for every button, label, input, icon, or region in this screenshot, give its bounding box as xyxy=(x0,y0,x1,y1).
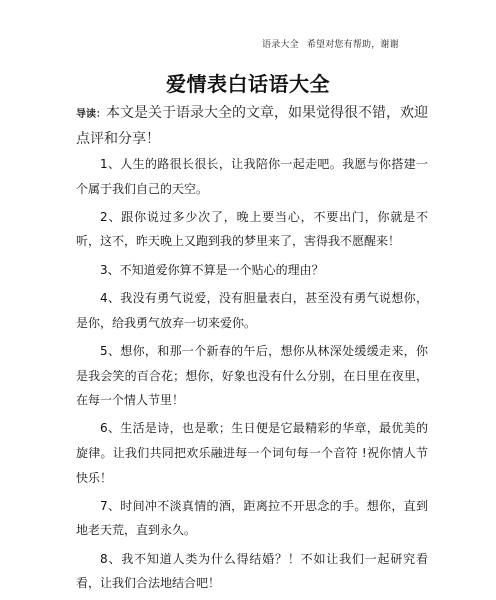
quote-paragraph-6: 6、生活是诗，也是歌；生日便是它最精彩的华章，最优美的旋律。让我们共同把欢乐融进每一个词句每一个音符 !祝你情人节快乐！ xyxy=(76,421,428,485)
quote-paragraph-2: 2、跟你说过多少次了，晚上要当心，不要出门，你就是不听，这不，昨天晚上又跑到我的梦里来了，害得我不愿醒来！ xyxy=(76,209,428,249)
header-right-text: 希望对您有帮助，谢谢 xyxy=(306,40,399,50)
quote-list xyxy=(76,152,428,600)
intro-label: 导读： xyxy=(76,109,106,120)
intro-paragraph xyxy=(76,101,428,152)
quote-paragraph-8: 8、我不知道人类为什么得结婚？！不如让我们一起研究看看，让我们合法地结合吧！ xyxy=(76,551,428,591)
quote-paragraph-4: 4、我没有勇气说爱，没有胆量表白，甚至没有勇气说想你，是你，给我勇气放弃一切来爱你。 xyxy=(76,291,428,330)
intro-text: 本文是关于语录大全的文章，如果觉得很不错，欢迎点评和分享！ xyxy=(76,105,428,147)
quote-paragraph-1: 1、人生的路很长很长，让我陪你一起走吧。我愿与你搭建一个属于我们自己的天空。 xyxy=(76,157,428,196)
header-left-text: 语录大全 xyxy=(262,40,299,50)
quote-paragraph-5: 5、想你，和那一个新春的午后，想你从林深处缓缓走来，你是我会笑的百合花；想你，好象也没有什么分别，在日里在夜里，在每一个情人节里！ xyxy=(76,343,428,408)
document-title: 爱情表白话语大全 xyxy=(166,72,330,96)
page-header-note xyxy=(262,37,399,50)
quote-paragraph-3: 3、不知道爱你算不算是一个贴心的理由？ xyxy=(100,262,324,277)
quote-paragraph-7: 7、时间冲不淡真情的酒，距离拉不开思念的手。想你，直到地老天荒，直到永久。 xyxy=(76,498,428,538)
